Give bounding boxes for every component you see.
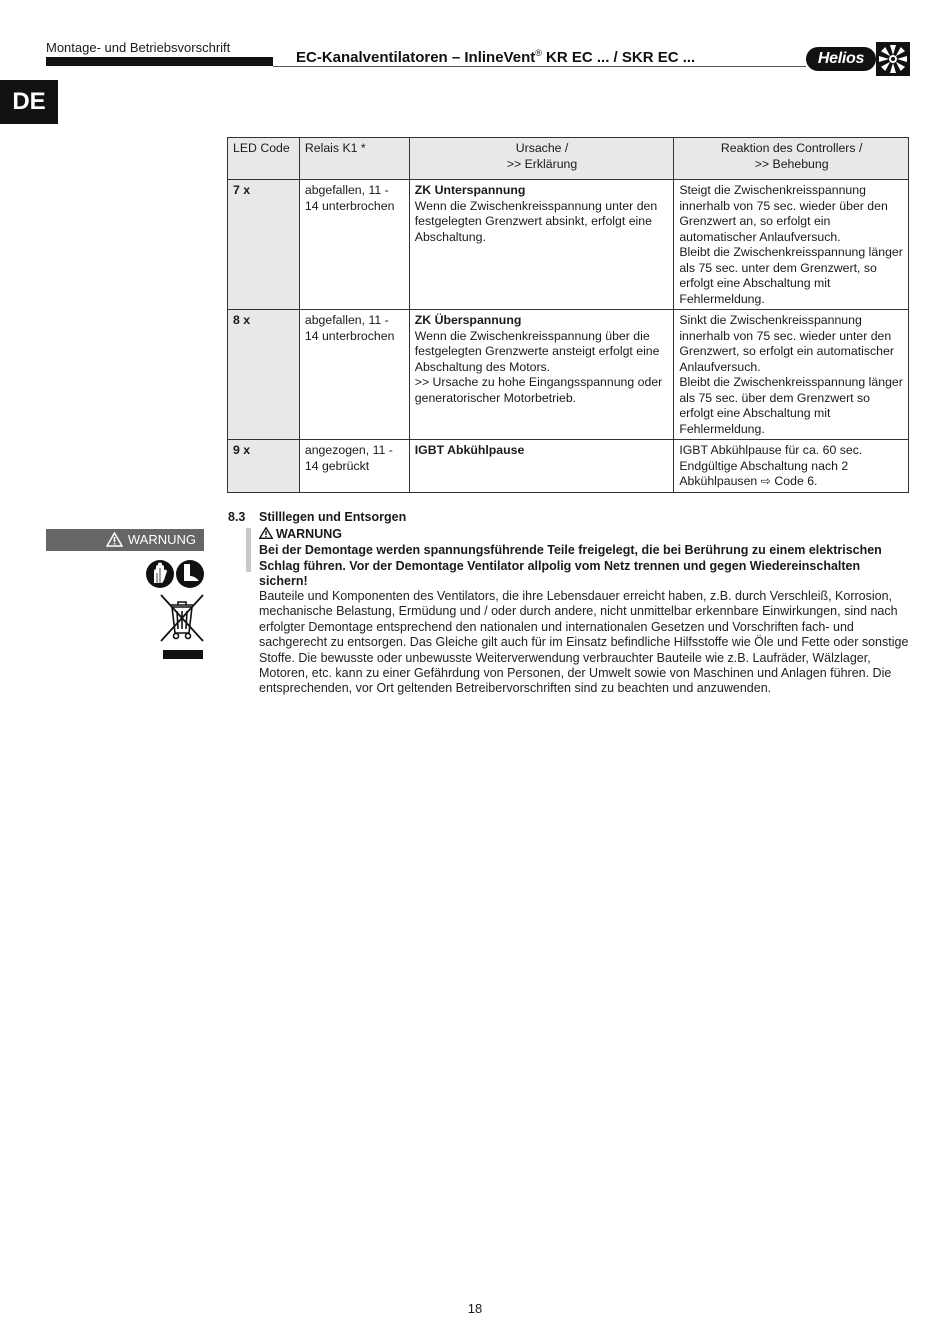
cause-cell bbox=[409, 440, 674, 493]
reaction-text-2: Bleibt die Zwischenkreisspannung länger als 75 sec. über dem Grenzwert so erfolgt eine Abschaltung mit Fehlermeldung. bbox=[679, 375, 903, 436]
reaction-text-1: Steigt die Zwischenkreisspannung innerhalb von 75 sec. wieder über den Grenzwert an, so erfolgt ein automatischer Anlaufversuch. bbox=[679, 183, 888, 244]
warning-text: Bei der Demontage werden spannungsführende Teile freigelegt, die bei Berührung zu einem elektrischen Schlag führen. Vor der Demontage Ventilator allpolig vom Netz trennen und gegen Wiedereinschalten sichern! bbox=[259, 543, 882, 588]
warning-strip bbox=[246, 528, 251, 572]
header-reaction-line2: >> Behebung bbox=[754, 156, 829, 171]
cause-title: ZK Unterspannung bbox=[414, 183, 526, 197]
helios-logo bbox=[806, 42, 910, 76]
ppe-pictograms bbox=[145, 559, 205, 589]
logo-wordmark: Helios bbox=[806, 47, 876, 71]
header-relais: Relais K1 * bbox=[299, 138, 409, 180]
header-bar bbox=[46, 57, 273, 66]
fan-icon bbox=[876, 42, 910, 76]
table-header-row bbox=[228, 138, 909, 180]
led-code-cell: 7 x bbox=[228, 180, 300, 310]
disposal-paragraph: Bauteile und Komponenten des Ventilators, die ihre Lebensdauer erreicht haben, z.B. durch Verschleiß, Korrosion, mechanische Belastung, Ermüdung und / oder durch andere, nicht unmittelbar erkennbare Einwirkungen, sind nach erfolgter Demontage entsprechend den nationalen und internationalen Gesetzen und Vorschriften fach- und sachgerecht zu entsorgen. Das Gleiche gilt auch für im Einsatz befindliche Hilfsstoffe wie Öle und Fette oder sonstige Stoffe. Die bewusste oder unbewusste Weiterverwendung verbrauchter Bauteile wie z.B. Laufräder, Wälzlager, Motoren, etc. kann zu einer Gefährdung von Personen, der Umwelt sowie von Maschinen und Anlagen führen. Die entsprechenden, vor Ort geltenden Betreibervorschriften sind zu beachten und anzuwenden. bbox=[259, 589, 909, 696]
warning-triangle-icon bbox=[106, 532, 123, 547]
relais-line2: 14 unterbrochen bbox=[304, 328, 395, 343]
header-cause-line1: Ursache / bbox=[515, 141, 569, 155]
relais-line1: angezogen, 11 - bbox=[304, 443, 393, 457]
header-reaction-line1: Reaktion des Controllers / bbox=[720, 141, 863, 155]
reaction-cell bbox=[674, 440, 909, 493]
cause-title: IGBT Abkühlpause bbox=[414, 443, 525, 457]
section-number: 8.3 bbox=[228, 510, 246, 524]
header-cause bbox=[409, 138, 674, 180]
reaction-cell bbox=[674, 180, 909, 310]
side-warning-label bbox=[46, 529, 204, 551]
led-code-cell: 9 x bbox=[228, 440, 300, 493]
relais-cell bbox=[299, 180, 409, 310]
language-tab: DE bbox=[0, 80, 58, 124]
title-registered-mark: ® bbox=[535, 48, 542, 58]
relais-line2: 14 unterbrochen bbox=[304, 198, 395, 213]
table-row bbox=[228, 310, 909, 440]
reaction-text-2: Bleibt die Zwischenkreisspannung länger als 75 sec. unter dem Grenzwert, so erfolgt eine Abschaltung mit Fehlermeldung. bbox=[679, 245, 903, 306]
relais-line1: abgefallen, 11 - bbox=[304, 183, 389, 197]
gloves-icon bbox=[146, 560, 174, 588]
reaction-text-2: Endgültige Abschaltung nach 2 Abkühlpausen ⇨ Code 6. bbox=[679, 458, 849, 488]
section-title: Stilllegen und Entsorgen bbox=[259, 510, 407, 524]
cause-text: Wenn die Zwischenkreisspannung unter den festgelegten Grenzwert absinkt, erfolgt eine Abschaltung. bbox=[414, 198, 658, 244]
header-led-code: LED Code bbox=[228, 138, 300, 180]
page-number: 18 bbox=[467, 1301, 483, 1316]
side-warning-text: WARNUNG bbox=[127, 532, 196, 547]
cause-cell bbox=[409, 180, 674, 310]
header-reaction bbox=[674, 138, 909, 180]
table-row bbox=[228, 440, 909, 493]
relais-line2: 14 gebrückt bbox=[304, 458, 370, 473]
warning-heading bbox=[259, 527, 342, 541]
relais-line1: abgefallen, 11 - bbox=[304, 313, 389, 327]
crossed-bin-icon bbox=[158, 593, 206, 643]
table-row bbox=[228, 180, 909, 310]
relais-cell bbox=[299, 440, 409, 493]
reaction-text-1: IGBT Abkühlpause für ca. 60 sec. bbox=[679, 443, 863, 457]
document-title bbox=[296, 48, 695, 66]
warning-triangle-icon bbox=[259, 527, 273, 539]
reaction-cell bbox=[674, 310, 909, 440]
title-main: EC-Kanalventilatoren – InlineVent bbox=[296, 49, 536, 66]
weee-bar bbox=[163, 650, 203, 659]
relais-cell bbox=[299, 310, 409, 440]
cause-cell bbox=[409, 310, 674, 440]
header-rule bbox=[273, 66, 806, 67]
cause-title: ZK Überspannung bbox=[414, 313, 522, 327]
led-code-cell: 8 x bbox=[228, 310, 300, 440]
document-type: Montage- und Betriebsvorschrift bbox=[46, 40, 231, 55]
led-code-table bbox=[227, 137, 909, 493]
safety-boots-icon bbox=[176, 560, 204, 588]
cause-note: >> Ursache zu hohe Eingangsspannung oder generatorischer Motorbetrieb. bbox=[414, 375, 663, 405]
cause-text: Wenn die Zwischenkreisspannung über die festgelegten Grenzwerte ansteigt erfolgt eine Abschaltung des Motors. bbox=[414, 328, 660, 374]
title-models: KR EC ... / SKR EC ... bbox=[541, 49, 696, 66]
header-cause-line2: >> Erklärung bbox=[506, 156, 578, 171]
reaction-text-1: Sinkt die Zwischenkreisspannung innerhalb von 75 sec. wieder unter den Grenzwert, so erfolgt ein automatischer Anlaufversuch. bbox=[679, 313, 894, 374]
warning-label: WARNUNG bbox=[276, 527, 342, 541]
